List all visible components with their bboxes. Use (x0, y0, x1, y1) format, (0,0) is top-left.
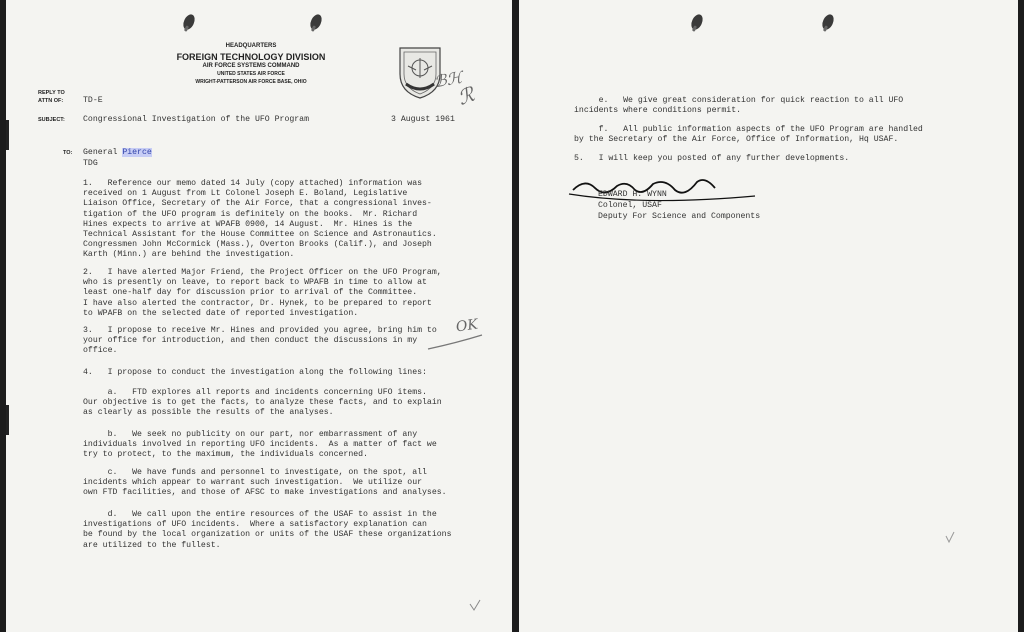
to-label: TO: (63, 150, 73, 156)
paragraph-4d: d. We call upon the entire resources of the USAF to assist in the investigations of UFO incidents. Where a satisfactory explanation can be found by the local organization or units of the USAF these organizations are utilized to the fullest. (83, 510, 452, 550)
scan-margin-mark (6, 405, 9, 435)
subject-value: Congressional Investigation of the UFO Program (83, 115, 310, 124)
addressee-office: TDG (83, 159, 98, 168)
paragraph-4a: a. FTD explores all reports and incidents concerning UFO items. Our objective is to get the facts, to analyze these facts, and to explain as clearly as possible the results of the analyses. (83, 388, 442, 418)
handwritten-mark (426, 333, 486, 353)
subject-label: SUBJECT: (38, 117, 65, 123)
scan-margin-mark (6, 120, 9, 150)
letterhead-line: UNITED STATES AIR FORCE (217, 71, 285, 77)
letterhead-line: HEADQUARTERS (225, 43, 277, 49)
letterhead-division: FOREIGN TECHNOLOGY DIVISION (176, 52, 326, 62)
signer-name: EDWARD H. WYNN (598, 190, 667, 199)
attn-value: TD-E (83, 96, 103, 105)
paragraph-4b: b. We seek no publicity on our part, nor embarrassment of any individuals involved in reporting UFO incidents. As a matter of fact we try to protect, to the maximum, the individuals concerned. (83, 430, 437, 460)
punch-hole-icon (820, 13, 836, 32)
paragraph-5: 5. I will keep you posted of any further developments. (574, 154, 850, 163)
paragraph-2: 2. I have alerted Major Friend, the Project Officer on the UFO Program, who is presently on leave, to report back to WPAFB in time to allow at least one-half day for discussion prior to arrival of the Committee. I have also alerted the contractor, Dr. Hynek, to be prepared to report to WPAFB on the selected date of reported investigation. (83, 268, 442, 318)
punch-hole-icon (689, 13, 705, 32)
signer-title: Deputy For Science and Components (598, 212, 761, 221)
handwritten-initials: ℬℋ (432, 67, 464, 92)
paragraph-4e: e. We give great consideration for quick reaction to all UFO incidents where conditions permit. (574, 96, 904, 116)
memo-date: 3 August 1961 (391, 115, 455, 124)
addressee-name-highlight: Pierce (122, 148, 152, 157)
document-page-left (6, 0, 512, 632)
letterhead-line: WRIGHT-PATTERSON AIR FORCE BASE, OHIO (195, 79, 307, 85)
signer-rank: Colonel, USAF (598, 201, 662, 210)
handwritten-initials: ℛ (454, 81, 478, 111)
check-mark-icon (468, 598, 482, 612)
document-page-right (519, 0, 1018, 632)
punch-hole-icon (308, 13, 324, 32)
handwritten-ok: OK (454, 316, 479, 336)
addressee (83, 148, 152, 158)
check-mark-icon (944, 530, 956, 544)
paragraph-1: 1. Reference our memo dated 14 July (copy attached) information was received on 1 August from Lt Colonel Joseph E. Boland, Legislative Liaison Office, Secretary of the Air Force, that a congressional inves- tigation of the UFO program is definitely on the books. Mr. Richard Hines expects to arrive at WPAFB 0900, 14 August. Mr. Hines is the Technical Assistant for the House Committee on Science and Astronautics. Congressmen John McCormick (Mass.), Overton Brooks (Calif.), and Joseph Karth (Minn.) are behind the investigation. (83, 179, 437, 260)
paragraph-3: 3. I propose to receive Mr. Hines and provided you agree, bring him to your office for introduction, and then conduct the discussions in my office. (83, 326, 437, 356)
letterhead-line: AIR FORCE SYSTEMS COMMAND (202, 63, 300, 69)
addressee-rank: General (83, 148, 123, 157)
reply-to-label: REPLY TO (38, 90, 65, 96)
paragraph-4f: f. All public information aspects of the UFO Program are handled by the Secretary of the Air Force, Office of Information, Hq USAF. (574, 125, 923, 145)
paragraph-4: 4. I propose to conduct the investigation along the following lines: (83, 368, 427, 377)
punch-hole-icon (181, 13, 197, 32)
paragraph-4c: c. We have funds and personnel to investigate, on the spot, all incidents which appear to warrant such investigation. We utilize our own FTD facilities, and those of AFSC to make investigations and analyses. (83, 468, 447, 498)
attn-label: ATTN OF: (38, 98, 64, 104)
